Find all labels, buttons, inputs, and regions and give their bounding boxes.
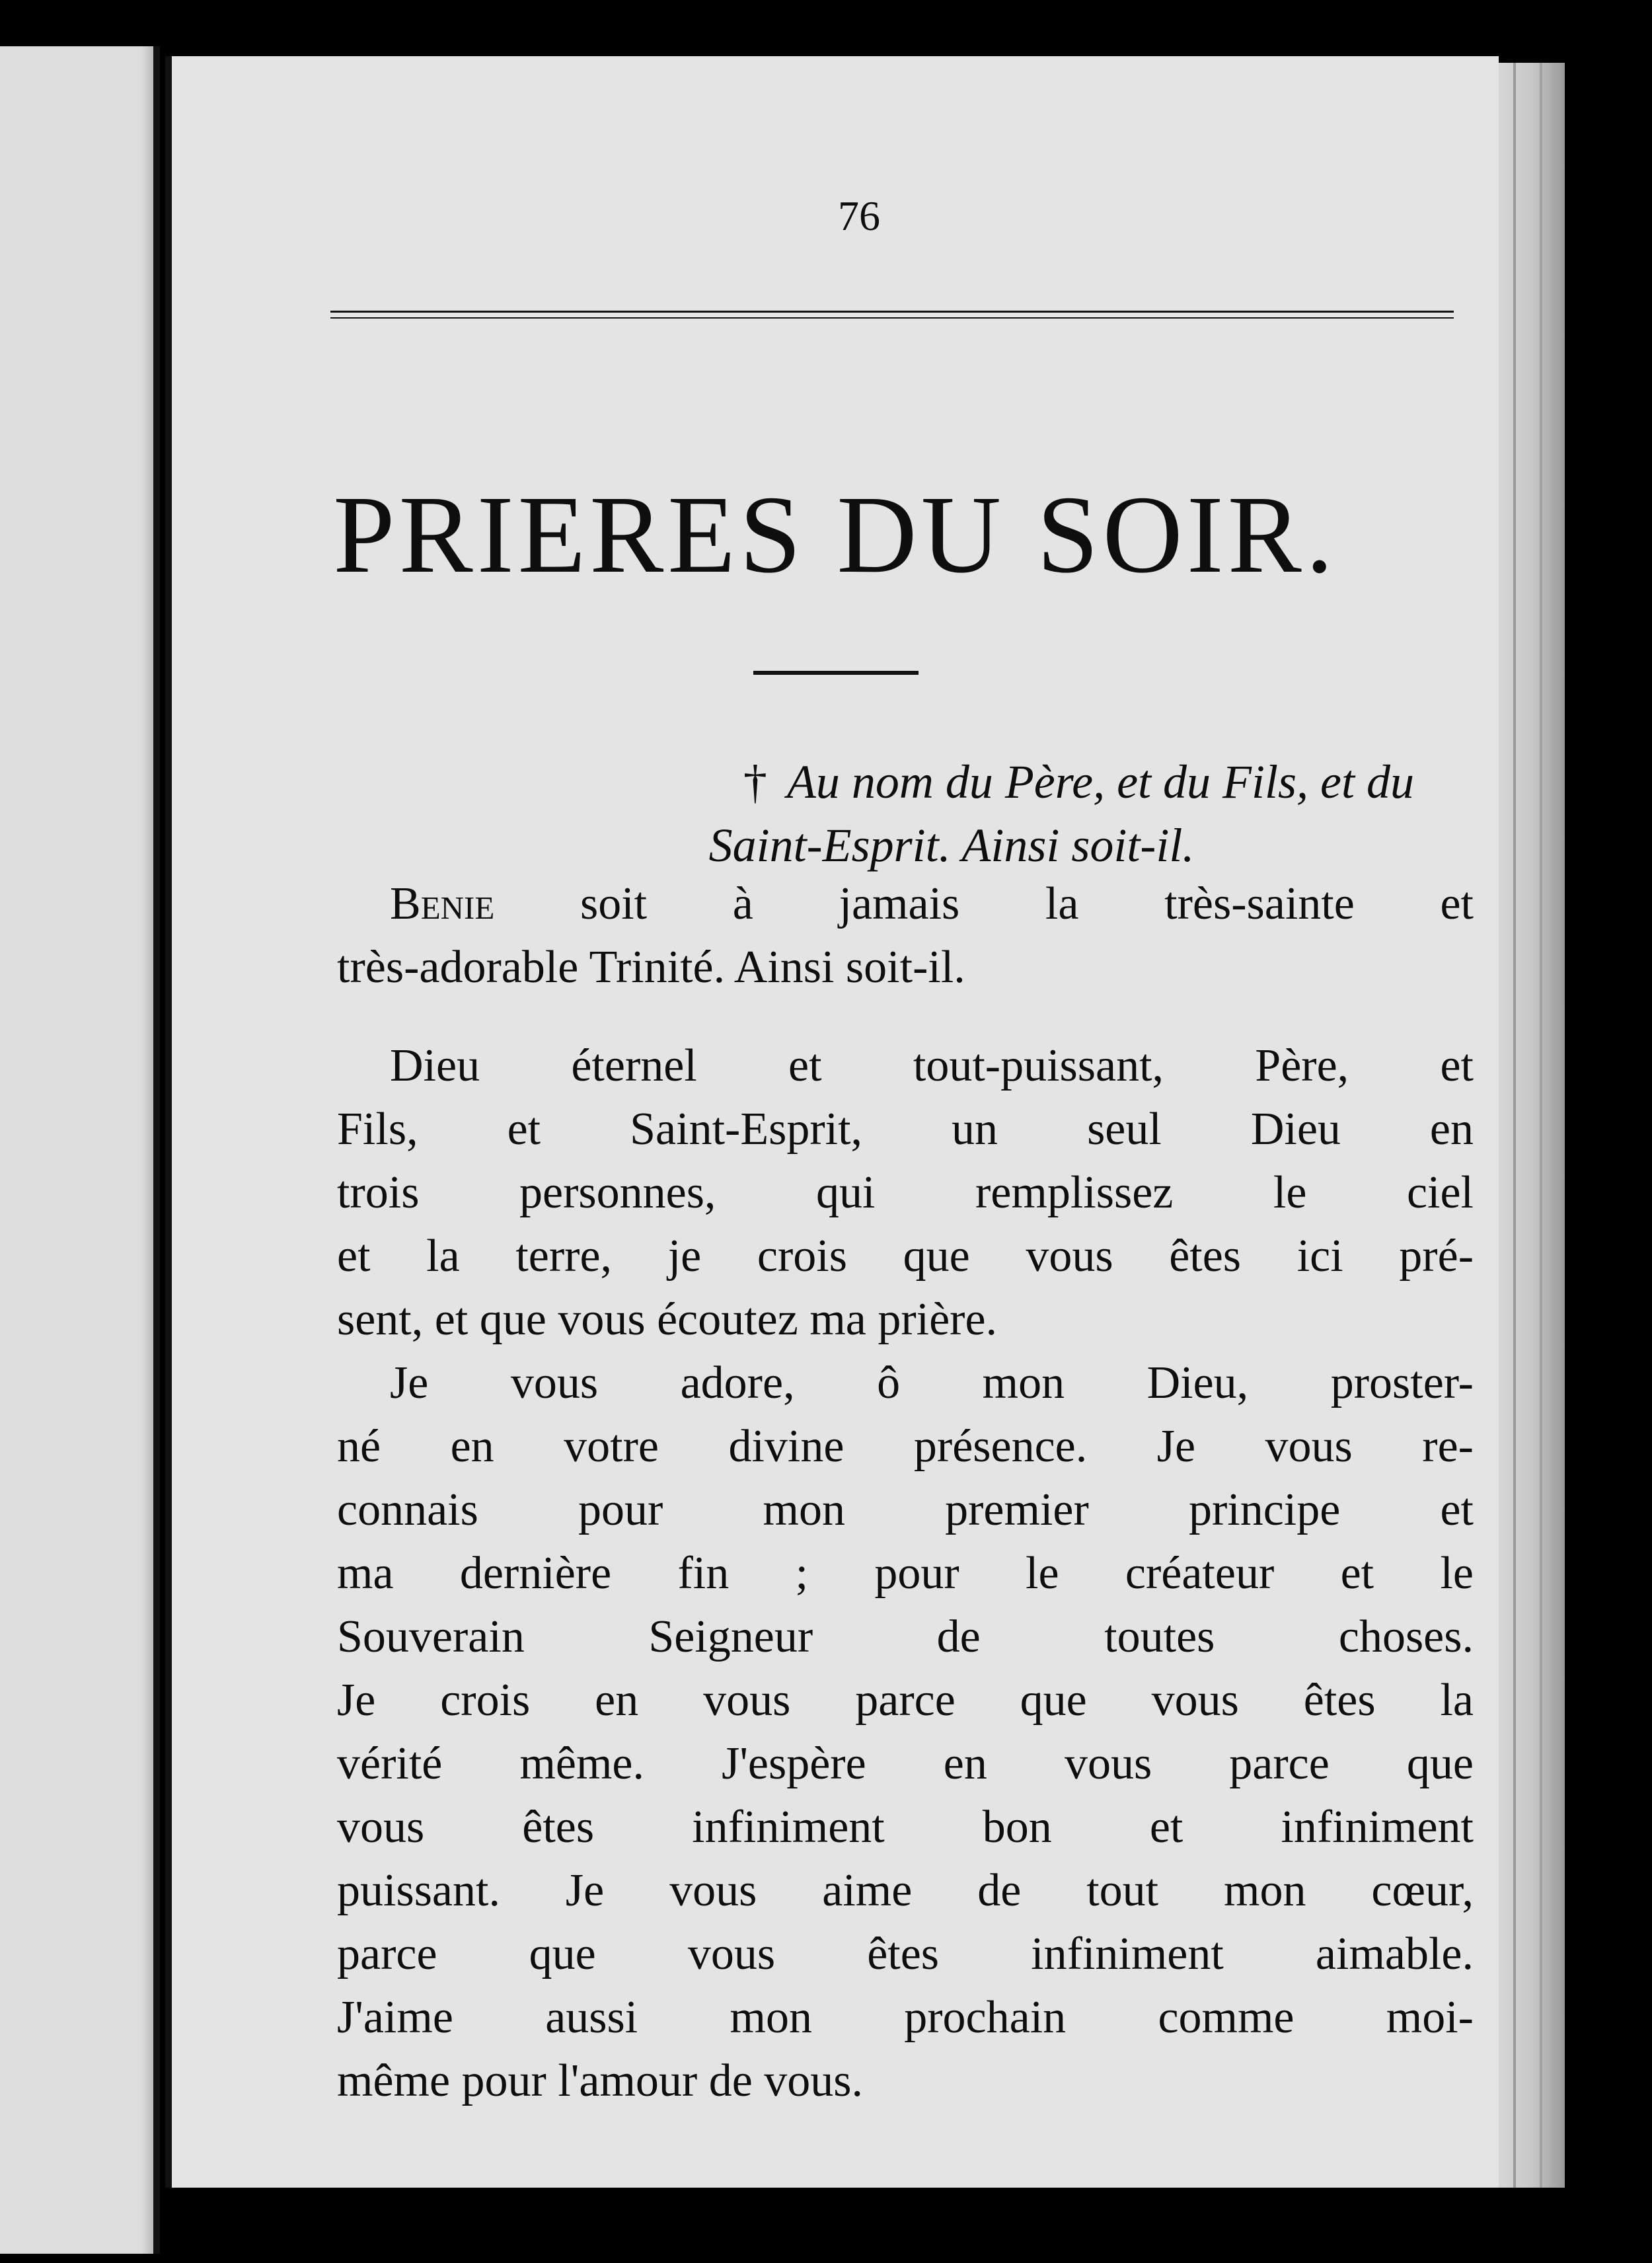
- paragraph-line: même pour l'amour de vous.: [337, 2055, 864, 2106]
- invocation-line-1: [383, 750, 1414, 814]
- invocation-line-2: Saint-Esprit. Ainsi soit-il.: [708, 819, 1195, 872]
- paragraph-line: vous êtes infiniment bon et infiniment: [337, 1802, 1474, 1853]
- page-title: PRIERES DU SOIR.: [333, 473, 1337, 596]
- paragraph-line: Je vous adore, ô mon Dieu, proster-: [390, 1358, 1474, 1408]
- paragraph-line: connais pour mon premier principe et: [337, 1484, 1474, 1535]
- gutter-shadow: [141, 46, 153, 2254]
- header-rule: [330, 317, 1454, 319]
- header-rule: [330, 311, 1454, 313]
- paragraph-line: sent, et que vous écoutez ma prière.: [337, 1294, 998, 1345]
- paragraph-line: très-adorable Trinité. Ainsi soit-il.: [337, 942, 965, 993]
- paragraph-line: vérité même. J'espère en vous parce que: [337, 1738, 1474, 1789]
- title-divider: [753, 671, 919, 675]
- paragraph-line: [337, 872, 1474, 936]
- lead-word: Benie: [390, 878, 495, 929]
- paragraph-line: Fils, et Saint-Esprit, un seul Dieu en: [337, 1104, 1474, 1155]
- invocation-text-1: Au nom du Père, et du Fils, et du: [786, 755, 1414, 808]
- paragraph-line: Souverain Seigneur de toutes choses.: [337, 1611, 1474, 1662]
- previous-page-edge: [0, 46, 160, 2254]
- page-edge-line: [1540, 63, 1542, 2188]
- paragraph-line: ma dernière fin ; pour le créateur et le: [337, 1548, 1474, 1599]
- cross-icon: †: [743, 755, 767, 808]
- paragraph-line: Dieu éternel et tout-puissant, Père, et: [390, 1040, 1474, 1091]
- page-number: 76: [838, 192, 880, 239]
- paragraph-line: parce que vous êtes infiniment aimable.: [337, 1929, 1474, 1979]
- invocation: [383, 750, 1414, 877]
- paragraph-dieu-eternel: [337, 1034, 1474, 2113]
- paragraph-benie: [337, 872, 1474, 999]
- paragraph-line: trois personnes, qui remplissez le ciel: [337, 1167, 1474, 1218]
- page-content: [172, 56, 1499, 2188]
- line-rest: soit à jamais la très-sainte et: [494, 878, 1474, 929]
- paragraph-line: puissant. Je vous aime de tout mon cœur,: [337, 1865, 1474, 1916]
- paragraph-line: né en votre divine présence. Je vous re-: [337, 1421, 1474, 1472]
- paragraph-line: et la terre, je crois que vous êtes ici pré-: [337, 1231, 1474, 1282]
- paragraph-line: J'aime aussi mon prochain comme moi-: [337, 1992, 1474, 2043]
- page-edge-line: [1513, 63, 1516, 2188]
- book-page: [165, 56, 1499, 2188]
- page-stack-edge: [1492, 63, 1565, 2188]
- paragraph-line: Je crois en vous parce que vous êtes la: [337, 1675, 1474, 1726]
